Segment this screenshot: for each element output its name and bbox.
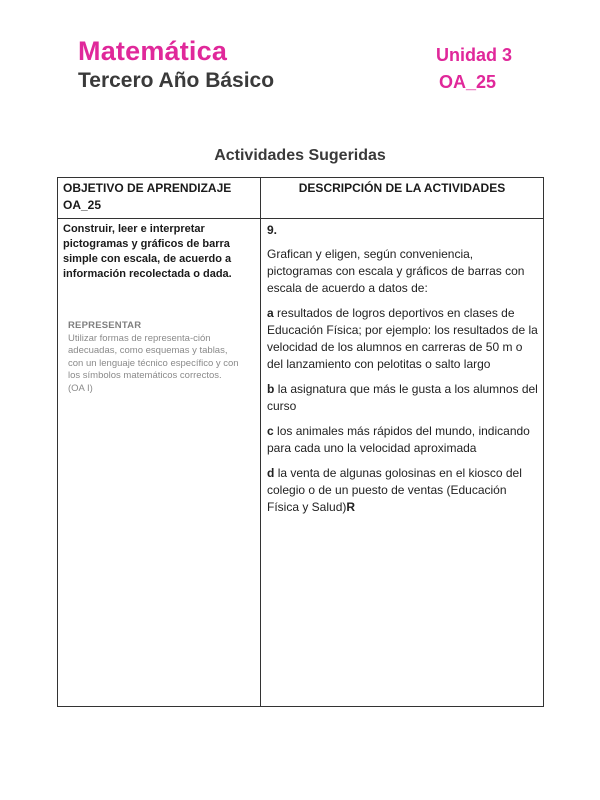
skill-title: REPRESENTAR	[68, 320, 142, 331]
course-title: Tercero Año Básico	[78, 69, 275, 92]
activity-cell	[261, 219, 544, 707]
header-objective: OBJETIVO DE APRENDIZAJE OA_25	[58, 178, 261, 219]
item-letter: c	[267, 424, 274, 438]
item-text: la venta de algunas golosinas en el kiosco del colegio o de un puesto de ventas (Educación Física y Salud)	[267, 466, 522, 514]
item-text: los animales más rápidos del mundo, indicando para cada uno la velocidad aproximada	[267, 424, 530, 455]
activity-item-a	[267, 305, 538, 373]
trailing-mark: R	[346, 500, 356, 514]
activity-item-d	[267, 465, 538, 516]
item-letter: a	[267, 306, 274, 320]
item-letter: b	[267, 382, 275, 396]
skill-box	[68, 320, 240, 395]
activity-intro: Grafican y eligen, según conveniencia, pictogramas con escala y gráficos de barras con escala de acuerdo a datos de:	[267, 247, 525, 295]
table-body-row	[58, 219, 544, 707]
oa-label: OA_25	[439, 72, 497, 92]
skill-text: Utilizar formas de representa-ción adecuadas, como esquemas y tablas, con un lenguaje técnico específico y con los símbolos matemáticos correctos. (OA I)	[68, 332, 239, 394]
activities-table	[57, 177, 544, 707]
activity-number: 9.	[267, 223, 278, 237]
activity-item-c	[267, 423, 538, 457]
objective-text: Construir, leer e interpretar pictogramas y gráficos de barra simple con escala, de acuerdo a información recolectada o dada.	[63, 223, 232, 280]
item-text: resultados de logros deportivos en clases de Educación Física; por ejemplo: los resultados de la velocidad de los alumnos en carreras de 50 m o del lanzamiento con pelotitas o salto largo	[267, 306, 538, 371]
unit-label: Unidad 3	[436, 45, 513, 65]
section-title: Actividades Sugeridas	[214, 147, 386, 164]
objective-cell	[58, 219, 261, 707]
subject-title: Matemática	[78, 36, 228, 66]
header-description: DESCRIPCIÓN DE LA ACTIVIDADES	[261, 178, 544, 219]
item-text: la asignatura que más le gusta a los alumnos del curso	[267, 382, 538, 413]
item-letter: d	[267, 466, 275, 480]
activity-item-b	[267, 381, 538, 415]
table-header-row	[58, 178, 544, 219]
